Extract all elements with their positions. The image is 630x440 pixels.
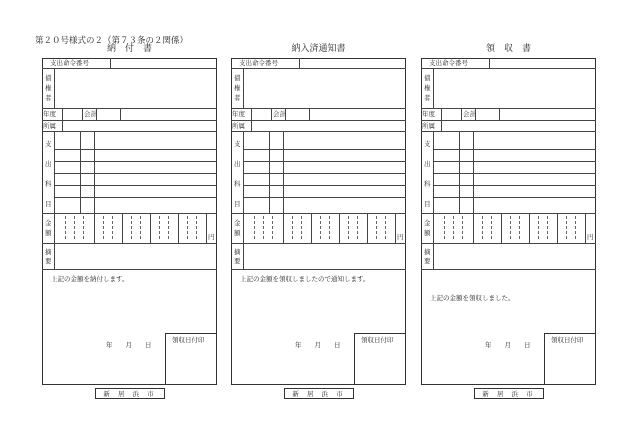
- expense-item-label: 出: [424, 160, 431, 168]
- row-divider: [54, 149, 217, 150]
- row-divider: [54, 185, 217, 186]
- column-divider: [243, 131, 244, 213]
- department-label: 所属: [43, 122, 56, 130]
- column-divider: [243, 243, 244, 269]
- column-divider: [473, 131, 474, 213]
- digit-divider: [254, 216, 255, 239]
- digit-divider: [519, 216, 520, 239]
- receipt-stamp-label: 領収日付印: [551, 336, 584, 344]
- column-divider: [433, 243, 434, 269]
- row-divider: [54, 161, 217, 162]
- column-divider: [80, 131, 81, 213]
- row-divider: [421, 269, 596, 270]
- digit-divider: [292, 216, 293, 239]
- expense-item-label: 科: [424, 180, 431, 188]
- column-divider: [54, 131, 55, 213]
- column-divider: [94, 213, 95, 243]
- digit-divider: [348, 216, 349, 239]
- row-divider: [433, 197, 596, 198]
- expense-item-label: 目: [424, 200, 431, 208]
- digit-divider: [376, 216, 377, 239]
- digit-divider: [131, 216, 132, 239]
- city-name-box: 新 居 浜 市: [95, 388, 165, 399]
- column-divider: [283, 131, 284, 213]
- column-divider: [120, 108, 121, 120]
- creditor-label: 者: [45, 94, 52, 102]
- column-divider: [489, 58, 490, 68]
- panel-title: 納入済通知書: [291, 44, 346, 54]
- department-label: 所属: [422, 122, 435, 130]
- notice-message: 上記の金額を納付します。: [51, 275, 129, 283]
- notice-message: 上記の金額を領収しましたので通知します。: [240, 275, 370, 283]
- row-divider: [433, 185, 596, 186]
- column-divider: [283, 213, 284, 243]
- row-divider: [42, 269, 217, 270]
- column-divider: [557, 213, 558, 243]
- column-divider: [62, 120, 63, 131]
- creditor-label: 権: [424, 84, 431, 92]
- row-divider: [231, 243, 406, 244]
- city-name-box: 新 居 浜 市: [474, 388, 544, 399]
- amount-label: 金: [234, 219, 241, 227]
- digit-divider: [159, 216, 160, 239]
- row-divider: [231, 131, 406, 132]
- column-divider: [251, 108, 252, 120]
- column-divider: [54, 68, 55, 108]
- digit-divider: [168, 216, 169, 239]
- form-header: 第２０号様式の２（第７３条の２関係）: [35, 36, 189, 46]
- digit-divider: [272, 216, 273, 239]
- digit-divider: [385, 216, 386, 239]
- creditor-label: 債: [424, 74, 431, 82]
- row-divider: [42, 213, 217, 214]
- digit-divider: [510, 216, 511, 239]
- row-divider: [231, 120, 406, 121]
- row-divider: [54, 173, 217, 174]
- date-label: 年 月 日: [295, 341, 341, 349]
- yen-label: 円: [587, 233, 594, 241]
- column-divider: [94, 131, 95, 213]
- expense-item-label: 出: [234, 160, 241, 168]
- column-divider: [529, 213, 530, 243]
- yen-label: 円: [397, 233, 404, 241]
- column-divider: [499, 108, 500, 120]
- summary-label: 要: [45, 257, 52, 265]
- receipt-stamp-label: 領収日付印: [361, 336, 394, 344]
- panel-title: 納 付 書: [106, 44, 152, 54]
- account-label: 会計: [273, 110, 286, 118]
- row-divider: [231, 213, 406, 214]
- column-divider: [269, 131, 270, 213]
- column-divider: [150, 213, 151, 243]
- expense-item-label: 支: [424, 140, 431, 148]
- column-divider: [433, 131, 434, 213]
- digit-divider: [112, 216, 113, 239]
- fiscal-year-label: 年度: [232, 110, 245, 118]
- digit-divider: [320, 216, 321, 239]
- column-divider: [82, 108, 83, 120]
- column-divider: [243, 68, 244, 108]
- digit-divider: [491, 216, 492, 239]
- order-number-label: 支出命令番号: [239, 59, 278, 67]
- column-divider: [367, 213, 368, 243]
- expense-item-label: 出: [45, 160, 52, 168]
- panel-payment-notice: [231, 58, 406, 398]
- digit-divider: [187, 216, 188, 239]
- column-divider: [309, 108, 310, 120]
- row-divider: [243, 197, 406, 198]
- digit-divider: [444, 216, 445, 239]
- column-divider: [441, 108, 442, 120]
- digit-divider: [575, 216, 576, 239]
- summary-label: 摘: [45, 248, 52, 256]
- amount-label: 額: [424, 229, 431, 237]
- row-divider: [243, 185, 406, 186]
- digit-divider: [462, 216, 463, 239]
- fiscal-year-label: 年度: [43, 110, 56, 118]
- digit-divider: [538, 216, 539, 239]
- row-divider: [433, 161, 596, 162]
- panel-receipt: [421, 58, 596, 398]
- summary-label: 摘: [424, 248, 431, 256]
- row-divider: [421, 213, 596, 214]
- row-divider: [42, 120, 217, 121]
- panel-payment-slip: [42, 58, 217, 398]
- order-number-label: 支出命令番号: [50, 59, 89, 67]
- column-divider: [178, 213, 179, 243]
- column-divider: [311, 213, 312, 243]
- row-divider: [421, 108, 596, 109]
- account-label: 会計: [84, 110, 97, 118]
- row-divider: [243, 149, 406, 150]
- column-divider: [473, 213, 474, 243]
- row-divider: [421, 243, 596, 244]
- receipt-stamp-label: 領収日付印: [172, 336, 205, 344]
- creditor-label: 者: [424, 94, 431, 102]
- digit-divider: [357, 216, 358, 239]
- row-divider: [433, 149, 596, 150]
- column-divider: [585, 213, 586, 243]
- column-divider: [110, 58, 111, 68]
- column-divider: [62, 108, 63, 120]
- notice-message: 上記の金額を領収しました。: [430, 294, 515, 302]
- account-label: 会計: [463, 110, 476, 118]
- row-divider: [42, 68, 217, 69]
- column-divider: [122, 213, 123, 243]
- amount-label: 金: [424, 219, 431, 227]
- digit-divider: [566, 216, 567, 239]
- row-divider: [54, 197, 217, 198]
- row-divider: [421, 131, 596, 132]
- summary-label: 摘: [234, 248, 241, 256]
- row-divider: [42, 243, 217, 244]
- row-divider: [231, 269, 406, 270]
- row-divider: [243, 161, 406, 162]
- digit-divider: [196, 216, 197, 239]
- column-divider: [459, 131, 460, 213]
- row-divider: [421, 68, 596, 69]
- yen-label: 円: [208, 233, 215, 241]
- row-divider: [231, 108, 406, 109]
- column-divider: [243, 213, 244, 243]
- city-name-box: 新 居 浜 市: [284, 388, 354, 399]
- amount-label: 額: [234, 229, 241, 237]
- column-divider: [433, 213, 434, 243]
- digit-divider: [83, 216, 84, 239]
- digit-divider: [74, 216, 75, 239]
- creditor-label: 債: [45, 74, 52, 82]
- column-divider: [54, 243, 55, 269]
- summary-label: 要: [424, 257, 431, 265]
- column-divider: [395, 213, 396, 243]
- department-label: 所属: [232, 122, 245, 130]
- expense-item-label: 科: [234, 180, 241, 188]
- digit-divider: [453, 216, 454, 239]
- digit-divider: [103, 216, 104, 239]
- row-divider: [421, 120, 596, 121]
- column-divider: [441, 120, 442, 131]
- row-divider: [243, 173, 406, 174]
- digit-divider: [547, 216, 548, 239]
- column-divider: [461, 108, 462, 120]
- row-divider: [42, 108, 217, 109]
- expense-item-label: 目: [45, 200, 52, 208]
- digit-divider: [263, 216, 264, 239]
- digit-divider: [65, 216, 66, 239]
- column-divider: [206, 213, 207, 243]
- row-divider: [433, 173, 596, 174]
- fiscal-year-label: 年度: [422, 110, 435, 118]
- digit-divider: [329, 216, 330, 239]
- amount-label: 額: [45, 229, 52, 237]
- column-divider: [339, 213, 340, 243]
- column-divider: [501, 213, 502, 243]
- expense-item-label: 目: [234, 200, 241, 208]
- expense-item-label: 支: [234, 140, 241, 148]
- digit-divider: [301, 216, 302, 239]
- column-divider: [54, 213, 55, 243]
- amount-label: 金: [45, 219, 52, 227]
- digit-divider: [482, 216, 483, 239]
- creditor-label: 権: [45, 84, 52, 92]
- creditor-label: 者: [234, 94, 241, 102]
- column-divider: [433, 68, 434, 108]
- date-label: 年 月 日: [485, 341, 531, 349]
- expense-item-label: 科: [45, 180, 52, 188]
- column-divider: [251, 120, 252, 131]
- summary-label: 要: [234, 257, 241, 265]
- date-label: 年 月 日: [106, 341, 152, 349]
- digit-divider: [140, 216, 141, 239]
- row-divider: [231, 68, 406, 69]
- creditor-label: 債: [234, 74, 241, 82]
- panel-title: 領 収 書: [485, 44, 531, 54]
- expense-item-label: 支: [45, 140, 52, 148]
- column-divider: [299, 58, 300, 68]
- order-number-label: 支出命令番号: [429, 59, 468, 67]
- column-divider: [271, 108, 272, 120]
- creditor-label: 権: [234, 84, 241, 92]
- row-divider: [42, 131, 217, 132]
